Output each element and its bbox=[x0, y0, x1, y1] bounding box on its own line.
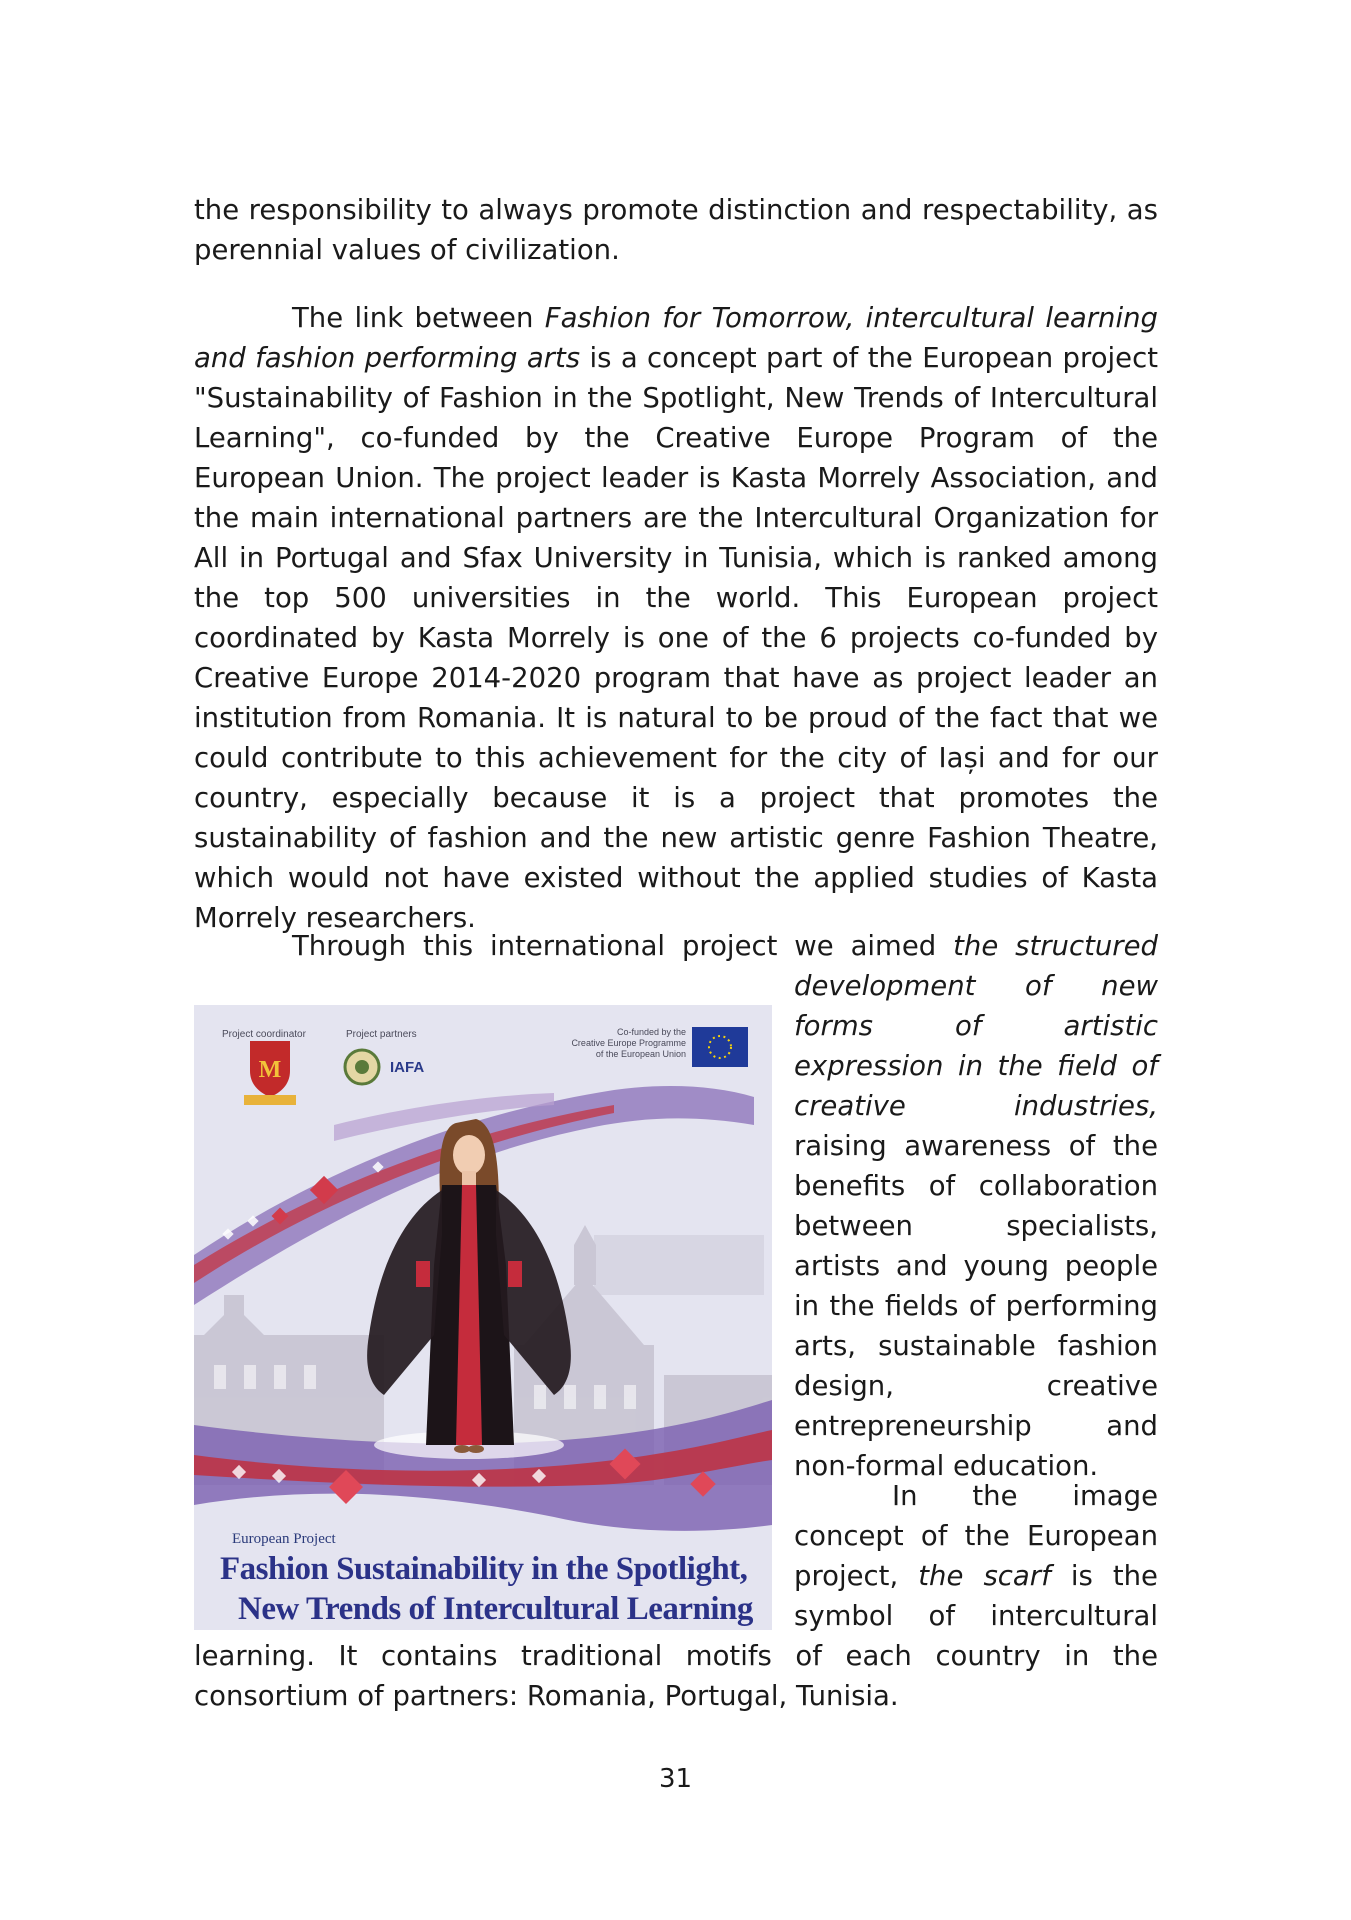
svg-text:M: M bbox=[258, 1057, 282, 1083]
paragraph-text-start: In the image concept of the European project, bbox=[794, 1480, 1158, 1592]
poster-coordinator-label: Project coordinator bbox=[222, 1029, 306, 1040]
paragraph-intro bbox=[194, 190, 1158, 270]
poster-subtitle: European Project bbox=[232, 1531, 336, 1547]
paragraph-text-start: The link between bbox=[292, 302, 545, 334]
paragraph-scarf-side-text bbox=[794, 1476, 1158, 1636]
paragraph-aims-side-text bbox=[794, 966, 1158, 1486]
partner-logo-round bbox=[345, 1050, 379, 1084]
eu-flag bbox=[692, 1027, 748, 1067]
project-poster-image bbox=[194, 1005, 772, 1630]
cofunded-line: of the European Union bbox=[595, 1049, 686, 1059]
paragraph-scarf-continuation bbox=[194, 1636, 1158, 1716]
paragraph-text-start: Through this international project we aimed bbox=[292, 930, 954, 962]
poster-title-line-2: New Trends of Intercultural Learning bbox=[238, 1591, 753, 1627]
poster-title-line-1: Fashion Sustainability in the Spotlight, bbox=[220, 1551, 748, 1587]
poster-cofunded-label bbox=[542, 1027, 686, 1060]
partner-logo-text: IAFA bbox=[390, 1059, 425, 1076]
paragraph-text: learning. It contains traditional motifs of each country in the consortium of partners: Romania, Portugal, Tunisia. bbox=[194, 1640, 1158, 1712]
paragraph-emphasis: development of new forms of artistic expression in the field of creative industries, bbox=[794, 970, 1158, 1122]
paragraph-text-rest: is a concept part of the European project "Sustainability of Fashion in the Spotlight, New Trends of Intercultural Learning", co-funded by the Creative Europe Program of the European Union. The project leader is Kasta Morrely Association, and the main international partners are the Intercultural Organization for All in Portugal and Sfax University in Tunisia, which is ranked among the top 500 universities in the world. This European project coordinated by Kasta Morrely is one of the 6 projects co-funded by Creative Europe 2014-2020 program that have as project leader an institution from Romania. It is natural to be proud of the fact that we could contribute to this achievement for the city of Iași and for our country, especially because it is a project that promotes the sustainability of fashion and the new artistic genre Fashion Theatre, which would not have existed without the applied studies of Kasta Morrely researchers. bbox=[194, 342, 1158, 934]
paragraph-emphasis: the scarf bbox=[918, 1560, 1051, 1592]
paragraph-text-rest: raising awareness of the benefits of collaboration between specialists, artists and young people in the fields of performing arts, sustainable fashion design, creative entrepreneurship and non-formal education. bbox=[794, 1130, 1158, 1482]
paragraph-text-rest: is the symbol of intercultural bbox=[794, 1560, 1158, 1632]
coordinator-logo bbox=[244, 1041, 296, 1105]
cofunded-line: Creative Europe Programme bbox=[571, 1038, 686, 1048]
paragraph-emphasis: the structured bbox=[953, 930, 1158, 962]
paragraph-text: the responsibility to always promote distinction and respectability, as perennial values of civilization. bbox=[194, 194, 1158, 266]
poster-partners-label: Project partners bbox=[346, 1029, 417, 1040]
paragraph-aims-first-line bbox=[194, 926, 1158, 966]
page-number: 31 bbox=[658, 1764, 693, 1794]
paragraph-project-link bbox=[194, 298, 1158, 938]
paragraph-emphasis: Fashion for Tomorrow, intercultural learning and fashion performing arts bbox=[194, 302, 1158, 374]
cofunded-line: Co-funded by the bbox=[616, 1027, 686, 1037]
